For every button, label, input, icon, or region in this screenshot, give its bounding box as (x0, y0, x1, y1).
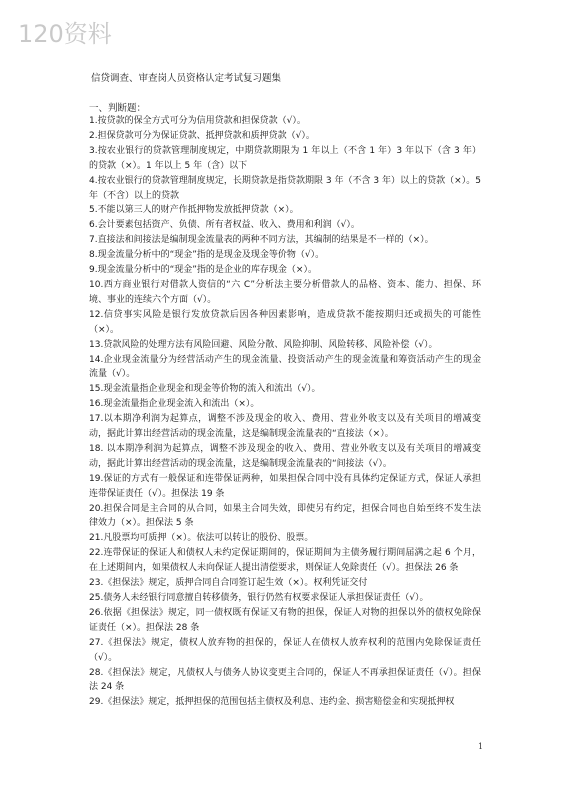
question-item: 7.直接法和间接法是编制现金流量表的两种不同方法，其编制的结果是不一样的（×）。 (89, 235, 434, 246)
question-list (89, 114, 481, 710)
question-item: 15.现金流量指企业现金和现金等价物的流入和流出（√）。 (89, 384, 321, 395)
question-item: 26.依据《担保法》规定，同一债权既有保证又有物的担保，保证人对物的担保以外的债权免除保证责任（×）。担保法 28 条 (89, 607, 481, 633)
watermark-logo: 120资料 (18, 20, 112, 48)
question-item: 27.《担保法》规定，债权人放弃物的担保的，保证人在债权人放弃权利的范围内免除保证责任（√）。 (89, 637, 481, 663)
question-item: 6.会计要素包括资产、负债、所有者权益、收入、费用和利润（√）。 (89, 220, 360, 231)
question-item: 20.担保合同是主合同的从合同，如果主合同失效，即使另有约定，担保合同也自始至终不发生法律效力（×）。担保法 5 条 (89, 503, 481, 529)
question-item: 1.按贷款的保全方式可分为信用贷款和担保贷款（√）。 (89, 116, 306, 126)
question-item: 3.按农业银行的贷款管理制度规定，中期贷款期限为 1 年以上（不含 1 年）3 年以下（含 3 年）的贷款（×）。1 年以上 5 年（含）以下 (89, 145, 481, 171)
question-item: 25.债务人未经银行同意擅自转移债务，银行仍然有权要求保证人承担保证责任（√）。 (89, 593, 429, 603)
question-item: 12.信贷事实风险是银行发放贷款后因各种因素影响，造成贷款不能按期归还或损失的可能性（×）。 (89, 309, 481, 335)
question-item: 22.连带保证的保证人和债权人未约定保证期间的，保证期间为主债务履行期间届满之起 6 个月，在上述期间内，如果债权人未向保证人提出清偿要求，则保证人免除责任（√）。担保法 26 条 (89, 548, 481, 574)
question-item: 17.以本期净利润为起算点，调整不涉及现金的收入、费用、营业外收支以及有关项目的增减变动，据此计算出经营活动的现金流量，这是编制现金流量表的“直接法（×）。 (89, 414, 481, 440)
document-title: 信贷调查、审查岗人员资格认定考试复习题集 (91, 73, 282, 84)
question-item: 18. 以本期净利润为起算点，调整不涉及现金的收入、费用、营业外收支以及有关项目的增减变动，据此计算出经营活动的现金流量，这是编制现金流量表的“间接法（√）。 (89, 443, 481, 469)
question-item: 28.《担保法》规定，凡债权人与债务人协议变更主合同的，保证人不再承担保证责任（√）。担保法 24 条 (89, 667, 481, 693)
question-item: 16.现金流量指企业现金流入和流出（×）。 (89, 399, 260, 410)
question-item: 19.保证的方式有一般保证和连带保证两种，如果担保合同中没有具体约定保证方式，保证人承担连带保证责任（√）。担保法 19 条 (89, 473, 481, 499)
question-item: 9.现金流量分析中的“现金”指的是企业的库存现金（×）。 (89, 265, 317, 276)
question-item: 14.企业现金流量分为经营活动产生的现金流量、投资活动产生的现金流量和筹资活动产生的现金流量（√）。 (89, 354, 481, 380)
question-item: 8.现金流量分析中的“现金”指的是现金及现金等价物（√）。 (89, 250, 325, 261)
question-item: 23.《担保法》规定，质押合同自合同签订起生效（×）。权利凭证交付 (89, 578, 368, 589)
question-item: 13.贷款风险的处理方法有风险回避、风险分散、风险抑制、风险转移、风险补偿（√）。 (89, 339, 438, 350)
section-heading: 一、判断题： (89, 103, 147, 114)
question-item: 2.担保贷款可分为保证贷款、抵押贷款和质押贷款（√）。 (89, 130, 315, 141)
question-item: 5.不能以第三人的财产作抵押物发放抵押贷款（×）。 (89, 205, 299, 216)
question-item: 29.《担保法》规定，抵押担保的范围包括主债权及利息、违约金、损害赔偿金和实现抵押权 (89, 697, 455, 708)
page-number: 1 (478, 742, 484, 751)
question-item: 21.凡股票均可质押（×）。依法可以转让的股份、股票。 (89, 533, 314, 544)
question-item: 4.按农业银行的贷款管理制度规定，长期贷款是指贷款期限 3 年（不含 3 年）以上的贷款（×）。5 年（不含）以上的贷款 (89, 175, 481, 201)
question-item: 10.西方商业银行对借款人资信的“六 C”分析法主要分析借款人的品格、资本、能力、担保、环境、事业的连续六个方面（√）。 (89, 279, 481, 305)
